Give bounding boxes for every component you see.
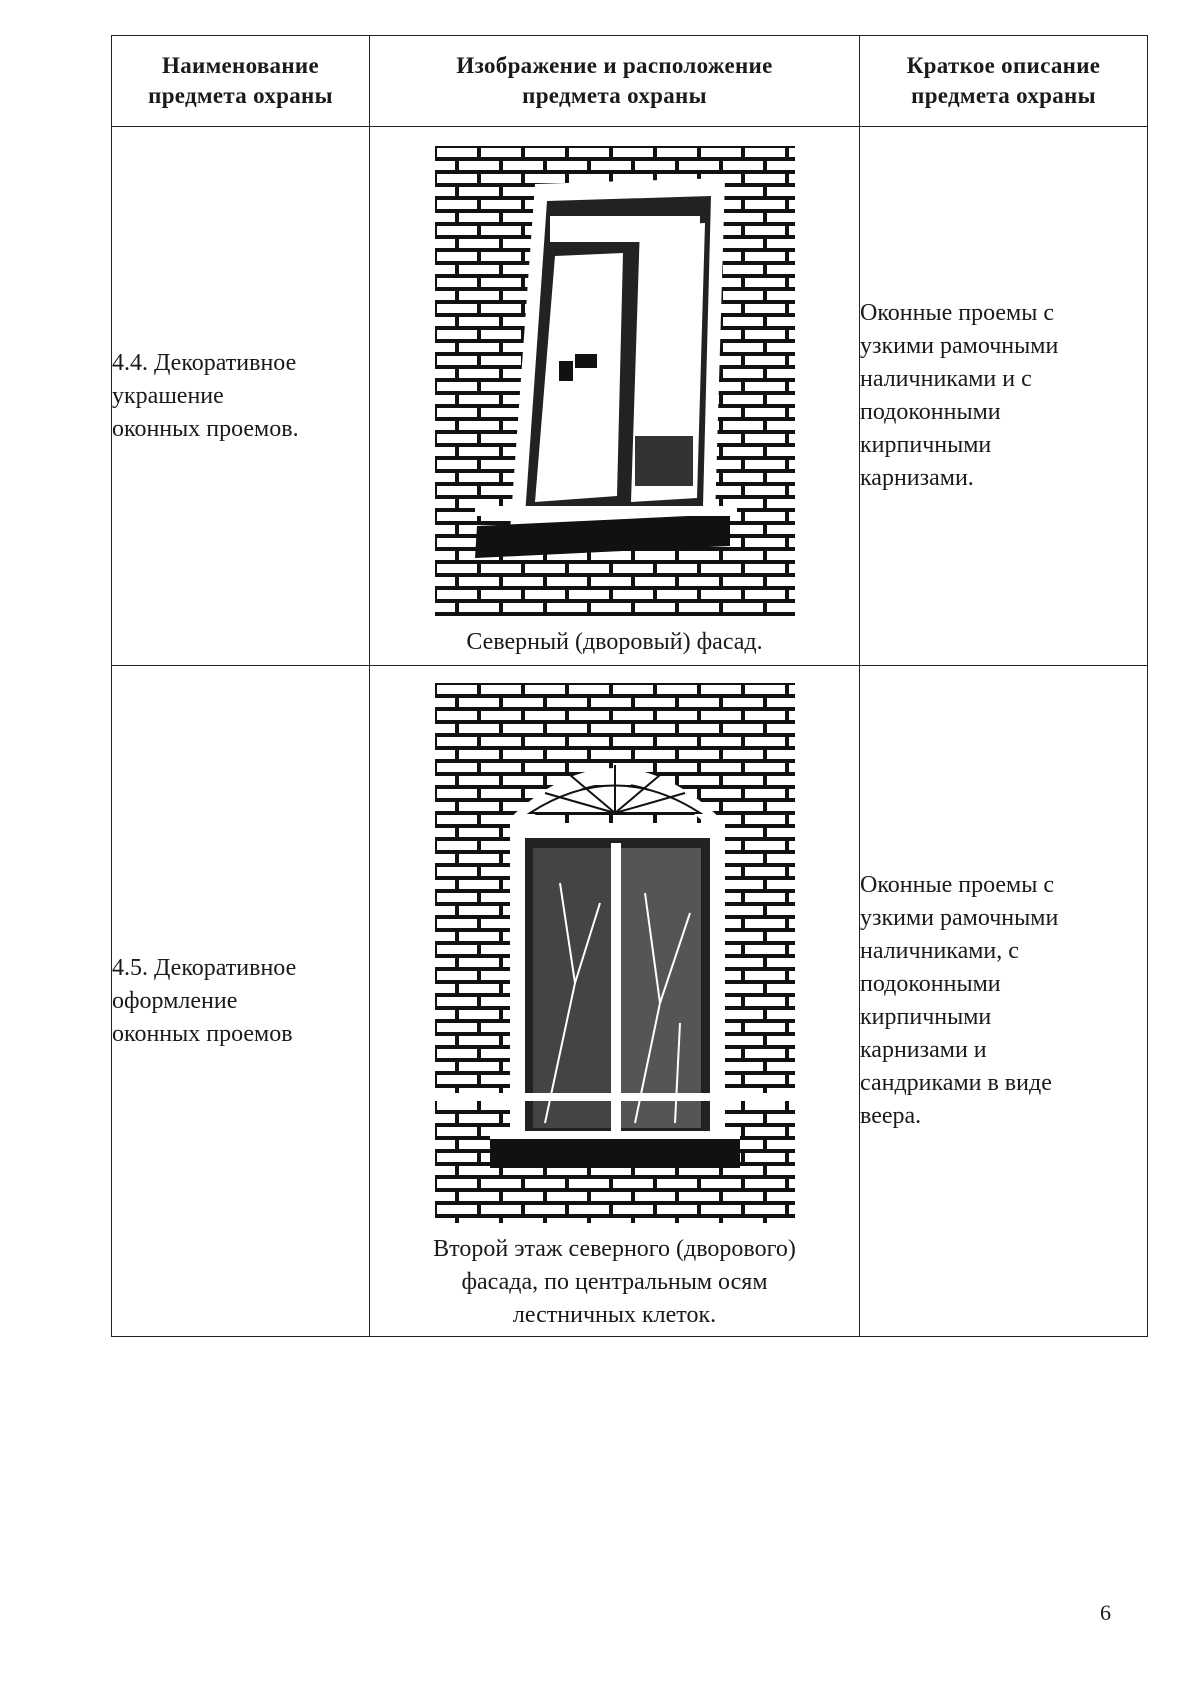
table-header-row <box>112 36 1148 127</box>
row-image-cell <box>370 666 860 1337</box>
protection-subjects-table <box>111 35 1148 1337</box>
table-row <box>112 127 1148 666</box>
header-name <box>112 36 370 127</box>
description-line: наличниками и с <box>860 366 1032 392</box>
row-name-line: оформление <box>112 987 238 1014</box>
description-line: узкими рамочными <box>860 333 1059 359</box>
description-line: наличниками, с <box>860 938 1019 964</box>
page-number: 6 <box>1100 1600 1111 1625</box>
header-image-text: Изображение и расположение предмета охраны <box>456 53 773 108</box>
row-name-cell <box>112 666 370 1337</box>
description-line: Оконные проемы с <box>860 872 1054 898</box>
header-description-text: Краткое описание предмета охраны <box>906 53 1101 108</box>
row-name-line: 4.5. Декоративное <box>112 954 297 981</box>
description-line: кирпичными <box>860 1004 992 1030</box>
caption-line: Второй этаж северного (дворового) <box>433 1235 796 1262</box>
description-line: сандриками в виде <box>860 1070 1052 1096</box>
row-description-cell <box>860 127 1148 666</box>
header-image <box>370 36 860 127</box>
description-line: Оконные проемы с <box>860 300 1054 326</box>
row-name-line: оконных проемов. <box>112 415 299 442</box>
description-line: карнизами. <box>860 465 974 491</box>
header-description <box>860 36 1148 127</box>
caption-line: Северный (дворовый) фасад. <box>466 628 763 655</box>
row-name-line: украшение <box>112 382 224 409</box>
description-line: карнизами и <box>860 1037 987 1063</box>
row-description-cell <box>860 666 1148 1337</box>
row-caption <box>370 626 859 659</box>
row-name-line: 4.4. Декоративное <box>112 349 297 376</box>
description-line: узкими рамочными <box>860 905 1059 931</box>
caption-line: фасада, по центральным осям <box>461 1268 768 1295</box>
row-name-line: оконных проемов <box>112 1020 293 1047</box>
caption-line: лестничных клеток. <box>512 1301 717 1328</box>
window-photo-second-floor <box>435 683 795 1223</box>
description-line: подоконными <box>860 399 1001 425</box>
window-photo-north-facade <box>435 146 795 616</box>
row-caption <box>370 1233 859 1332</box>
row-image-cell <box>370 127 860 666</box>
header-name-text: Наименование предмета охраны <box>148 53 333 108</box>
table-row <box>112 666 1148 1337</box>
row-name-cell <box>112 127 370 666</box>
description-line: подоконными <box>860 971 1001 997</box>
description-line: веера. <box>860 1103 922 1129</box>
description-line: кирпичными <box>860 432 992 458</box>
